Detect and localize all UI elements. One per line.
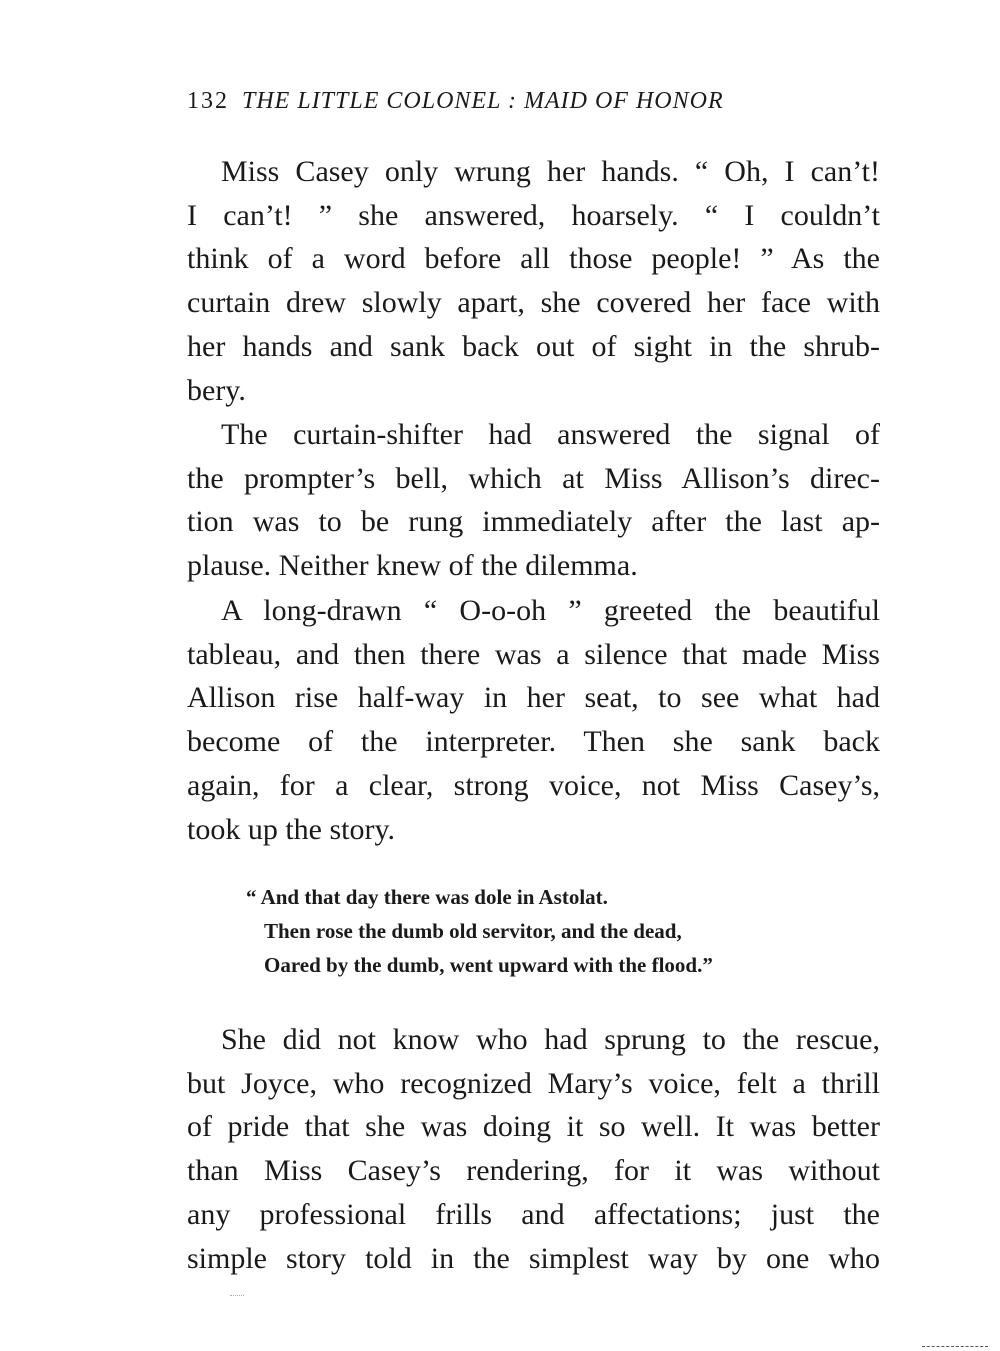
page-number: 132 — [187, 88, 229, 114]
running-title: THE LITTLE COLONEL : MAID OF HONOR — [242, 88, 724, 114]
text-line: I can’t! ” she answered, hoarsely. “ I couldn’t — [187, 198, 880, 232]
verse-line: “ And that day there was dole in Astolat. — [246, 885, 608, 909]
running-header — [187, 88, 724, 115]
paragraph-2 — [187, 413, 880, 588]
text-line: She did not know who had sprung to the rescue, — [221, 1023, 880, 1056]
paragraph-3 — [187, 589, 880, 851]
text-line: think of a word before all those people! ” As the — [187, 242, 880, 276]
verse-quotation — [246, 880, 713, 982]
text-line: the prompter’s bell, which at Miss Allison’s direc- — [187, 461, 880, 495]
text-line: took up the story. — [187, 812, 396, 846]
text-line: bery. — [187, 373, 246, 407]
verse-line: Then rose the dumb old servitor, and the dead, — [264, 919, 682, 943]
text-line: her hands and sank back out of sight in the shrub- — [187, 329, 880, 363]
scan-speck — [230, 1295, 244, 1296]
text-line: again, for a clear, strong voice, not Miss Casey’s, — [187, 768, 880, 802]
text-line: simple story told in the simplest way by one who — [187, 1241, 880, 1275]
text-line: than Miss Casey’s rendering, for it was without — [187, 1154, 880, 1188]
text-line: curtain drew slowly apart, she covered her face with — [187, 286, 880, 320]
text-line: plause. Neither knew of the dilemma. — [187, 549, 638, 583]
text-line: The curtain-shifter had answered the signal of — [221, 418, 880, 451]
text-line: of pride that she was doing it so well. It was better — [187, 1110, 880, 1144]
text-line: tableau, and then there was a silence that made Miss — [187, 637, 880, 671]
text-line: Miss Casey only wrung her hands. “ Oh, I can’t! — [221, 155, 880, 188]
text-line: Allison rise half-way in her seat, to see what had — [187, 681, 880, 715]
verse-line: Oared by the dumb, went upward with the flood.” — [264, 953, 713, 977]
text-line: A long-drawn “ O-o-oh ” greeted the beautiful — [221, 594, 880, 627]
text-line: become of the interpreter. Then she sank back — [187, 725, 880, 759]
text-line: any professional frills and affectations; just the — [187, 1197, 880, 1231]
page-edge-rule — [922, 1346, 988, 1347]
paragraph-1 — [187, 150, 880, 412]
text-line: tion was to be rung immediately after the last ap- — [187, 505, 880, 539]
text-line: but Joyce, who recognized Mary’s voice, felt a thrill — [187, 1066, 880, 1100]
paragraph-4 — [187, 1018, 880, 1280]
